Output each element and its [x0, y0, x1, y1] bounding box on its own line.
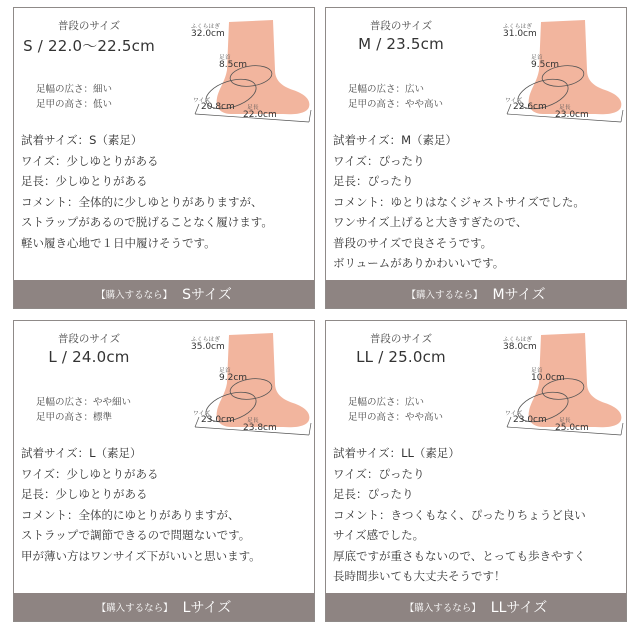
- length-caption: 足長: [247, 418, 259, 424]
- fitting-notes: [333, 130, 625, 274]
- fitting-note-line: 試着サイズ：LL（素足）: [333, 446, 460, 460]
- usual-size-value: L / 24.0cm: [48, 348, 130, 366]
- calf-caption: ふくらはぎ: [191, 24, 220, 30]
- wise-measurement: 22.6cm: [513, 102, 547, 112]
- wise-measurement: 23.0cm: [513, 415, 547, 425]
- fitting-note-line: 普段のサイズで良さそうです。: [333, 235, 493, 250]
- ankle-measurement: 8.5cm: [219, 60, 248, 70]
- calf-measurement: 38.0cm: [503, 342, 537, 352]
- fitting-note-line: コメント：全体的にゆとりがありますが、: [21, 507, 240, 522]
- calf-measurement: 35.0cm: [191, 342, 225, 352]
- fitting-note-line: コメント：ゆとりはなくジャストサイズでした。: [333, 194, 585, 209]
- recommended-size-bar: [326, 280, 626, 308]
- foot-width-line: 足幅の広さ：細い: [36, 84, 113, 95]
- ankle-measurement: 10.0cm: [531, 373, 565, 383]
- foot-measurement-diagram: [171, 323, 316, 438]
- usual-size-label: 普段のサイズ: [369, 20, 433, 32]
- wise-caption: ワイズ: [505, 411, 523, 417]
- fitting-note-line: コメント：全体的に少しゆとりがありますが、: [21, 194, 263, 209]
- fitting-note-line: ワンサイズ上げると大きすぎたので、: [333, 215, 528, 229]
- usual-size-value: M / 23.5cm: [358, 35, 444, 53]
- fitting-notes: [21, 443, 313, 566]
- instep-height-line: 足甲の高さ：標準: [36, 412, 113, 423]
- fitting-note-line: ワイズ：ぴったり: [333, 153, 425, 168]
- fitting-note-line: ストラップで調節できるので問題ないです。: [21, 528, 251, 542]
- calf-measurement: 31.0cm: [503, 29, 537, 39]
- calf-caption: ふくらはぎ: [503, 337, 532, 343]
- foot-measurement-diagram: [483, 10, 628, 125]
- fitting-note-line: サイズ感でした。: [333, 528, 425, 542]
- recommended-size: LLサイズ: [490, 600, 548, 616]
- foot-shape-info: [348, 82, 443, 112]
- foot-measurement-diagram: [171, 10, 316, 125]
- foot-shape-info: [348, 395, 443, 425]
- fitting-note-line: コメント：きつくもなく、ぴったりちょうど良い: [333, 507, 586, 522]
- recommended-size: Lサイズ: [182, 600, 232, 616]
- fitting-note-line: ワイズ：少しゆとりがある: [21, 466, 159, 481]
- wise-caption: ワイズ: [193, 98, 211, 104]
- size-review-card: [325, 320, 627, 622]
- fitting-notes: [333, 443, 625, 587]
- length-measurement: 23.0cm: [555, 110, 589, 120]
- fitting-note-line: 足長：少しゆとりがある: [21, 174, 148, 188]
- foot-measurement-diagram: [483, 323, 628, 438]
- foot-shape-info: [36, 395, 131, 425]
- foot-shape-info: [36, 82, 112, 112]
- fitting-note-line: ボリュームがありかわいいです。: [333, 256, 505, 270]
- size-review-card: [325, 7, 627, 309]
- wise-measurement: 20.8cm: [201, 102, 235, 112]
- fitting-note-line: ワイズ：ぴったり: [333, 466, 425, 481]
- ankle-measurement: 9.5cm: [531, 60, 560, 70]
- ankle-caption: 足首: [531, 368, 543, 374]
- length-caption: 足長: [559, 418, 571, 424]
- usual-size-value: LL / 25.0cm: [356, 348, 446, 366]
- fitting-note-line: 試着サイズ：M（素足）: [333, 133, 458, 147]
- usual-size-label: 普段のサイズ: [57, 333, 121, 345]
- foot-width-line: 足幅の広さ：広い: [348, 397, 425, 408]
- fitting-note-line: 長時間歩いても大丈夫そうです！: [333, 569, 506, 583]
- length-measurement: 25.0cm: [555, 423, 589, 433]
- instep-height-line: 足甲の高さ：やや高い: [348, 412, 444, 423]
- size-review-card: [13, 320, 315, 622]
- ankle-caption: 足首: [219, 55, 231, 61]
- recommended-size-bar: [326, 593, 626, 621]
- fitting-note-line: ストラップがあるので脱げることなく履けます。: [21, 215, 273, 229]
- fitting-note-line: ワイズ：少しゆとりがある: [21, 153, 159, 168]
- length-caption: 足長: [559, 105, 571, 111]
- recommended-size: Sサイズ: [182, 287, 232, 303]
- fitting-note-line: 試着サイズ：S（素足）: [21, 133, 143, 147]
- fitting-note-line: 試着サイズ：L（素足）: [21, 446, 142, 460]
- ankle-caption: 足首: [219, 368, 231, 374]
- length-measurement: 23.8cm: [243, 423, 277, 433]
- ankle-measurement: 9.2cm: [219, 373, 248, 383]
- recommend-prefix: 【購入するなら】: [96, 290, 173, 301]
- recommended-size-bar: [14, 593, 314, 621]
- wise-measurement: 23.0cm: [201, 415, 235, 425]
- foot-width-line: 足幅の広さ：やや細い: [36, 397, 132, 408]
- usual-size-label: 普段のサイズ: [369, 333, 433, 345]
- fitting-note-line: 足長：ぴったり: [333, 487, 414, 501]
- calf-caption: ふくらはぎ: [191, 337, 220, 343]
- ankle-caption: 足首: [531, 55, 543, 61]
- recommend-prefix: 【購入するなら】: [96, 603, 173, 614]
- calf-caption: ふくらはぎ: [503, 24, 532, 30]
- usual-size-label: 普段のサイズ: [57, 20, 121, 32]
- instep-height-line: 足甲の高さ：やや高い: [348, 99, 444, 110]
- calf-measurement: 32.0cm: [191, 29, 225, 39]
- recommended-size-bar: [14, 280, 314, 308]
- wise-caption: ワイズ: [505, 98, 523, 104]
- recommend-prefix: 【購入するなら】: [404, 603, 481, 614]
- usual-size-value: S / 22.0〜22.5cm: [23, 37, 155, 55]
- recommend-prefix: 【購入するなら】: [406, 290, 483, 301]
- fitting-note-line: 足長：ぴったり: [333, 174, 414, 188]
- fitting-note-line: 厚底ですが重さもないので、とっても歩きやすく: [333, 548, 586, 563]
- length-caption: 足長: [247, 105, 259, 111]
- recommended-size: Mサイズ: [492, 287, 546, 303]
- length-measurement: 22.0cm: [243, 110, 277, 120]
- instep-height-line: 足甲の高さ：低い: [36, 99, 113, 110]
- size-review-card: [13, 7, 315, 309]
- foot-width-line: 足幅の広さ：広い: [348, 84, 425, 95]
- fitting-note-line: 軽い履き心地で１日中履けそうです。: [21, 235, 216, 250]
- fitting-note-line: 足長：少しゆとりがある: [21, 487, 148, 501]
- wise-caption: ワイズ: [193, 411, 211, 417]
- fitting-notes: [21, 130, 313, 253]
- fitting-note-line: 甲が薄い方はワンサイズ下がいいと思います。: [21, 548, 261, 563]
